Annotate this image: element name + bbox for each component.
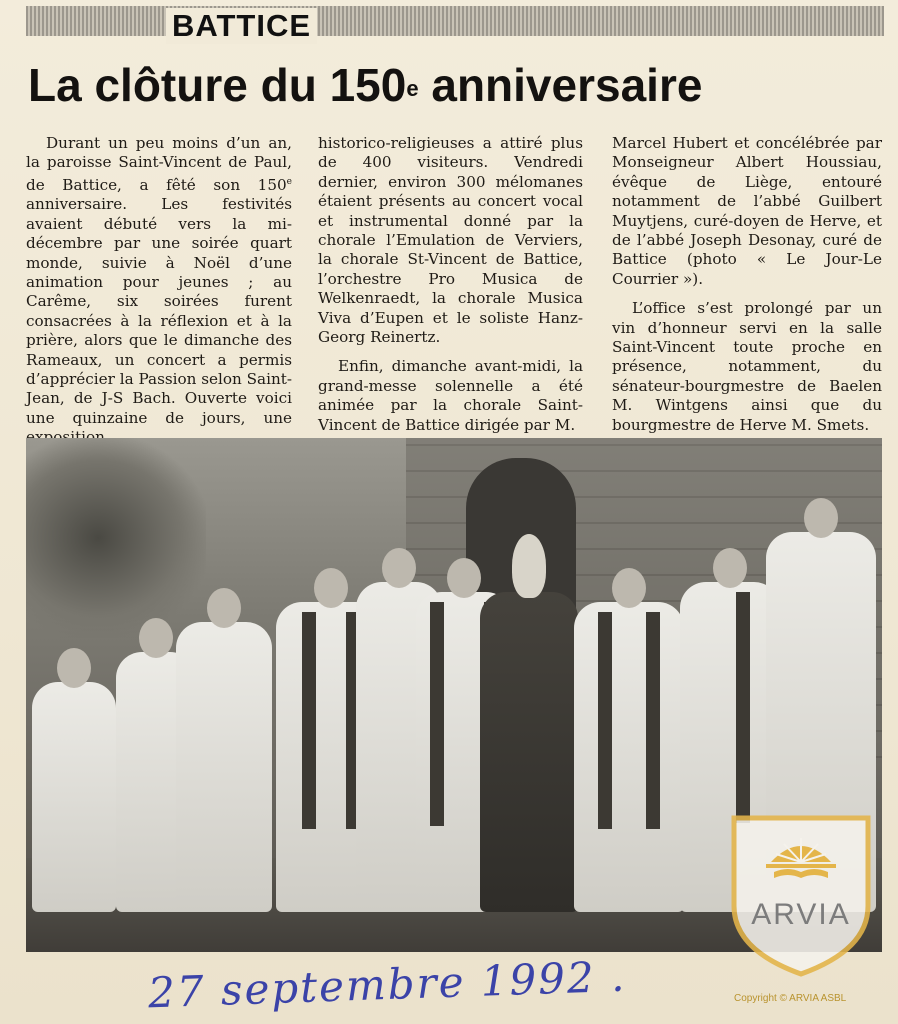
copyright-notice: Copyright © ARVIA ASBL xyxy=(734,993,847,1004)
section-header-bar xyxy=(26,6,884,43)
photo-figure-child xyxy=(32,682,116,912)
section-label: BATTICE xyxy=(166,8,317,44)
headline-text-end: anniversaire xyxy=(418,59,703,111)
superscript: e xyxy=(286,176,292,187)
paragraph: Enfin, dimanche avant-midi, la grand-messe solennelle a été animée par la chorale Saint-Vincent de Battice dirigée par M. xyxy=(318,357,583,434)
paragraph: L’office s’est prolongé par un vin d’honneur servi en la salle Saint-Vincent toute proche en présence, notamment, du sénateur-bourgmestre de Baelen M. Wintgens ainsi que du bourgmestre de Herve M. Smets. xyxy=(612,299,882,434)
article-headline xyxy=(28,58,888,112)
paragraph-text: anniversaire. Les festivités avaient débuté vers la mi-décembre par une soirée quart monde, suivie à Noël d’une animation pour jeunes ; au Carême, six soirées furent consacrées à la réflexion et à la prière, alors que le dimanche des Rameaux, un concert a permis d’apprécier la Passion selon Saint-Jean, de J-S Bach. Ouverte voici une quinzaine de jours, une xyxy=(26,195,292,427)
photo-figure-altar-server xyxy=(176,622,272,912)
paragraph-text: Durant un peu moins d’un an, la paroisse Saint-Vincent de Paul, de Battice, a fêté son 150 xyxy=(26,134,292,194)
photo-figure-priest xyxy=(574,602,684,912)
paragraph: historico-religieuses a attiré plus de 400 visiteurs. Vendredi dernier, environ 300 mélomanes étaient présents au concert vocal et instrumental donné par la chorale l’Emulation de Verviers, la chorale St-Vincent de Battice, l’orchestre Pro Musica de Welkenraedt, la chorale Musica Viva d’Eupen et le soliste Hanz-Georg Reinertz. xyxy=(318,134,583,347)
arvia-shield-logo xyxy=(726,810,876,978)
arvia-stamp xyxy=(726,810,876,978)
paragraph: Marcel Hubert et concélébrée par Monseigneur Albert Houssiau, évêque de Liège, entouré notamment de l’abbé Guilbert Muytjens, curé-doyen de Herve, et de l’abbé Joseph Desonay, curé de Battice (photo « Le Jour-Le Courrier »). xyxy=(612,134,882,288)
photo-tree xyxy=(26,438,206,638)
handwritten-date: 27 septembre 1992 . xyxy=(147,951,628,1018)
article-column-1 xyxy=(26,134,292,448)
article-column-3 xyxy=(612,134,882,435)
stamp-text: ARVIA xyxy=(751,898,851,931)
paragraph xyxy=(26,134,292,448)
headline-superscript: e xyxy=(406,76,419,101)
headline-text: La clôture du 150 xyxy=(28,59,407,111)
article-column-2 xyxy=(318,134,583,435)
photo-figure-bishop xyxy=(480,592,578,912)
